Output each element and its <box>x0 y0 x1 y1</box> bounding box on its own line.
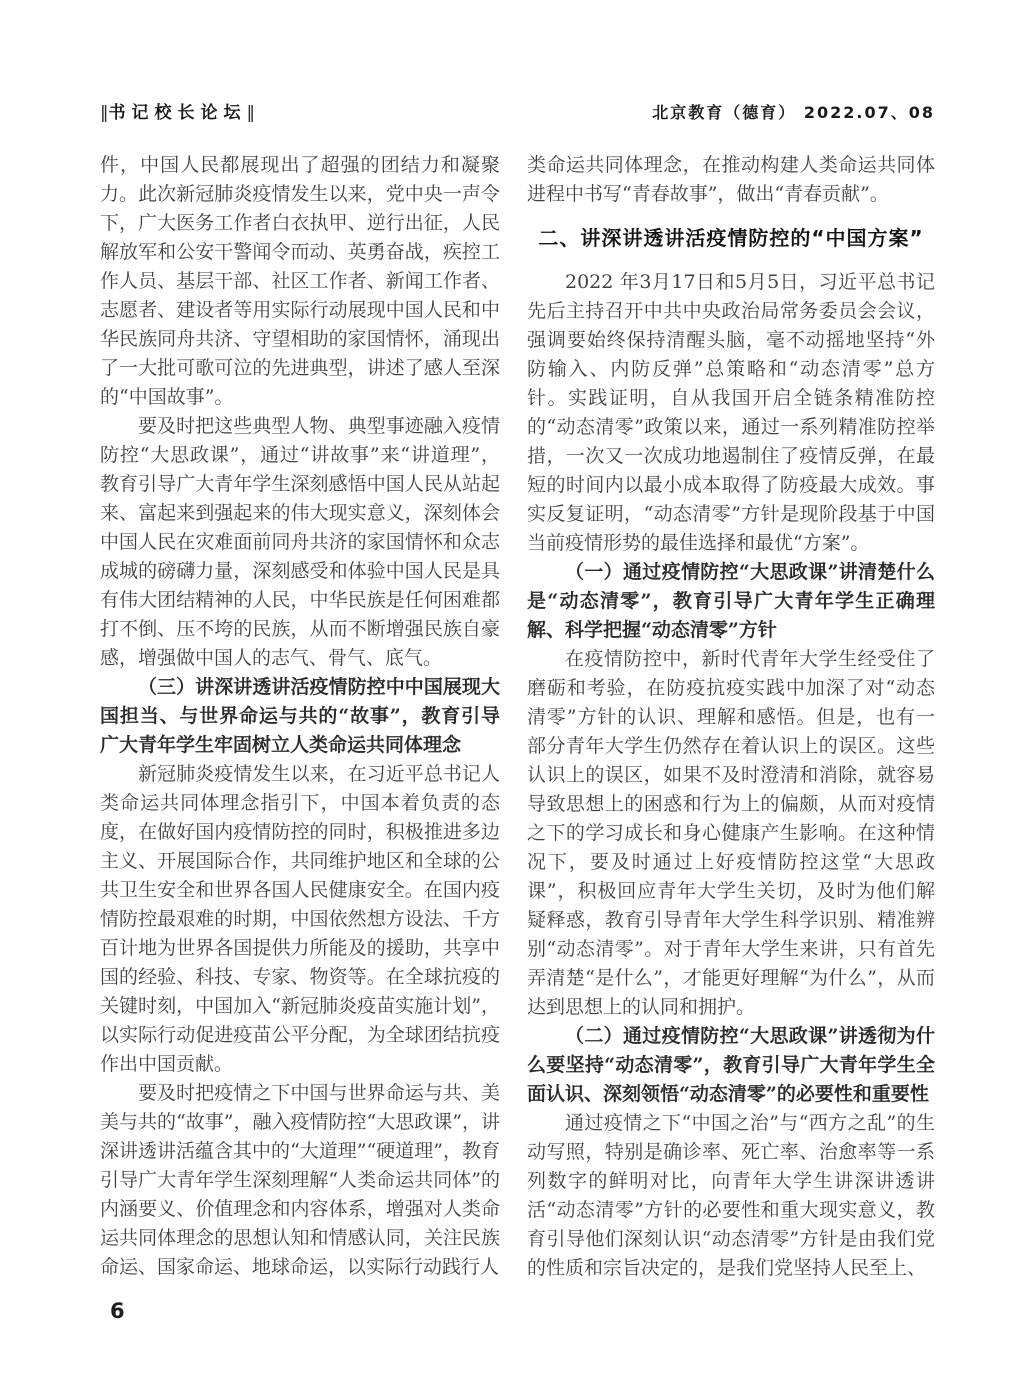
paragraph: 要及时把疫情之下中国与世界命运与共、美美与共的“故事”，融入疫情防控“大思政课”，讲深讲透讲活蕴含其中的“大道理”“硬道理”，教育引导广大青年学生深刻理解“人类命运共同体”的内涵要义、价值理念和内容体系，增强对人类命运共同体理念的思想认知和情感认同，关注民族命运、国家命运、地球命运，以实际行动践行人 <box>100 1082 500 1278</box>
page-number: 6 <box>110 1299 125 1323</box>
right-column <box>527 151 935 1283</box>
journal-issue-label: 北京教育（德育） 2022.07、08 <box>652 103 935 122</box>
double-bar-icon: ‖ <box>100 103 109 123</box>
page-footer <box>110 1299 125 1323</box>
paragraph: 2022 年3月17日和5月5日，习近平总书记先后主持召开中共中央政治局常务委员会会议，强调要始终保持清醒头脑，毫不动摇地坚持“外防输入、内防反弹”总策略和“动态清零”总方针。实践证明，自从我国开启全链条精准防控的“动态清零”政策以来，通过一系列精准防控举措，一次又一次成功地遏制住了疫情反弹，在最短的时间内以最小成本取得了防疫最大成效。事实反复证明，“动态清零”方针是现阶段基于中国当前疫情形势的最佳选择和最优“方案”。 <box>527 271 935 554</box>
subsection-heading-2: （二）通过疫情防控“大思政课”讲透彻为什么要坚持“动态清零”，教育引导广大青年学生全面认识、深刻领悟“动态清零”的必要性和重要性 <box>527 1025 935 1105</box>
double-bar-icon: ‖ <box>246 103 255 123</box>
subsection-heading-1: （一）通过疫情防控“大思政课”讲清楚什么是“动态清零”，教育引导广大青年学生正确理解、科学把握“动态清零”方针 <box>527 561 935 641</box>
section-heading-2: 二、讲深讲透讲活疫情防控的“中国方案” <box>538 226 924 250</box>
paragraph: 新冠肺炎疫情发生以来，在习近平总书记人类命运共同体理念指引下，中国本着负责的态度，在做好国内疫情防控的同时，积极推进多边主义、开展国际合作，共同维护地区和全球的公共卫生安全和世界各国人民健康安全。在国内疫情防控最艰难的时期，中国依然想方设法、千方百计地为世界各国提供力所能及的援助，共享中国的经验、科技、专家、物资等。在全球抗疫的关键时刻，中国加入“新冠肺炎疫苗实施计划”，以实际行动促进疫苗公平分配，为全球团结抗疫作出中国贡献。 <box>100 763 500 1075</box>
paragraph: 要及时把这些典型人物、典型事迹融入疫情防控“大思政课”，通过“讲故事”来“讲道理”，教育引导广大青年学生深刻感悟中国人民从站起来、富起来到强起来的伟大现实意义，深刻体会中国人民在灾难面前同舟共济的家国情怀和众志成城的磅礴力量，深刻感受和体验中国人民是具有伟大团结精神的人民，中华民族是任何困难都打不倒、压不垮的民族，从而不断增强民族自豪感，增强做中国人的志气、骨气、底气。 <box>100 415 500 669</box>
forum-title: 书记校长论坛 <box>108 103 247 123</box>
paragraph: 通过疫情之下“中国之治”与“西方之乱”的生动写照，特别是确诊率、死亡率、治愈率等一系列数字的鲜明对比，向青年大学生讲深讲透讲活“动态清零”方针的必要性和重大现实意义，教育引导他们深刻认识“动态清零”方针是由我们党的性质和宗旨决定的，是我们党坚持人民至上、 <box>527 1112 935 1279</box>
left-column <box>100 151 500 1283</box>
paragraph: 件，中国人民都展现出了超强的团结力和凝聚力。此次新冠肺炎疫情发生以来，党中央一声令下，广大医务工作者白衣执甲、逆行出征，人民解放军和公安干警闻令而动、英勇奋战，疾控工作人员、基层干部、社区工作者、新闻工作者、志愿者、建设者等用实际行动展现中国人民和中华民族同舟共济、守望相助的家国情怀，涌现出了一大批可歌可泣的先进典型，讲述了感人至深的“中国故事”。 <box>100 154 500 408</box>
paragraph: 类命运共同体理念，在推动构建人类命运共同体进程中书写“青春故事”，做出“青春贡献”。 <box>527 154 935 205</box>
forum-section-label <box>100 98 255 123</box>
paragraph: 在疫情防控中，新时代青年大学生经受住了磨砺和考验，在防疫抗疫实践中加深了对“动态清零”方针的认识、理解和感悟。但是，也有一部分青年大学生仍然存在着认识上的误区。这些认识上的误区，如果不及时澄清和消除，就容易导致思想上的困惑和行为上的偏颇，从而对疫情之下的学习成长和身心健康产生影响。在这种情况下，要及时通过上好疫情防控这堂“大思政课”，积极回应青年大学生关切，及时为他们解疑释惑，教育引导青年大学生科学识别、精准辨别“动态清零”。对于青年大学生来讲，只有首先弄清楚“是什么”，才能更好理解“为什么”，从而达到思想上的认同和拥护。 <box>527 648 935 1018</box>
subsection-heading-3: （三）讲深讲透讲活疫情防控中中国展现大国担当、与世界命运与共的“故事”，教育引导广大青年学生牢固树立人类命运共同体理念 <box>100 676 500 756</box>
page-header <box>100 98 935 123</box>
article-columns <box>100 151 935 1283</box>
